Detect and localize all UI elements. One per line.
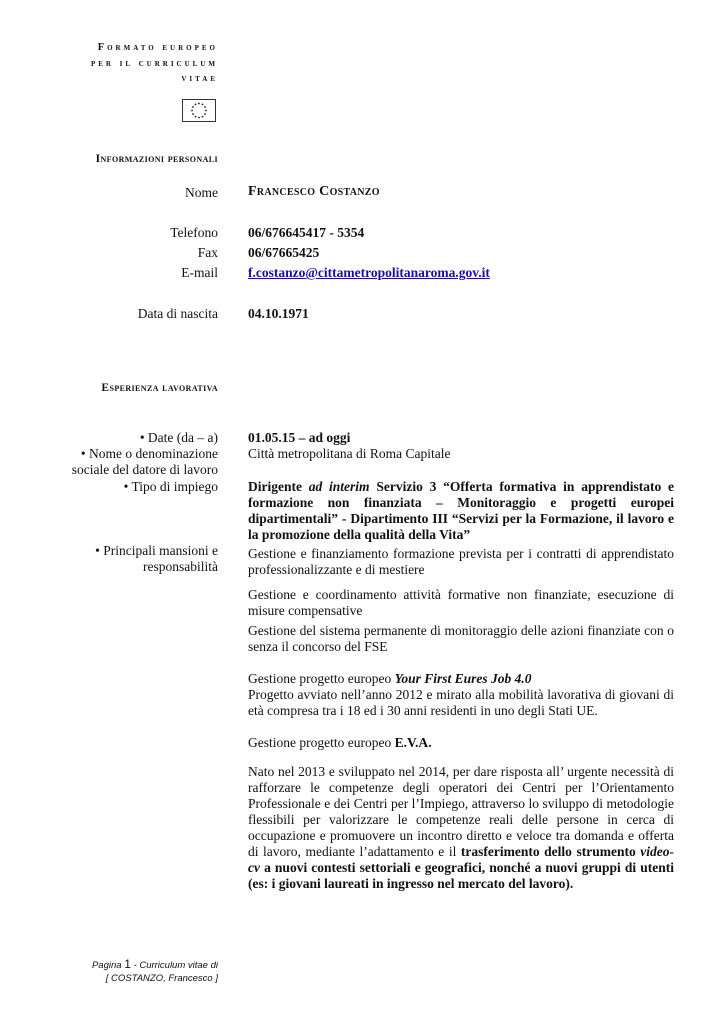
employment-type-label: • Tipo di impiego <box>123 479 218 494</box>
project-eures-prefix: Gestione progetto europeo <box>248 671 395 686</box>
footer-name-line: [ COSTANZO, Francesco ] <box>105 973 218 984</box>
dates-label: • Date (da – a) <box>139 430 218 445</box>
employer-label-line-2: sociale del datore di lavoro <box>71 462 218 477</box>
project-eva-prefix: Gestione progetto europeo <box>248 735 395 750</box>
email-label: E-mail <box>181 265 218 280</box>
work-experience-section-title: Esperienza lavorativa <box>101 382 218 394</box>
cv-format-title-line-3: vitae <box>181 73 218 84</box>
fax-value: 06/67665425 <box>248 245 320 260</box>
duty-unfunded-training: Gestione e coordinamento attività formative non finanziate, esecuzione di misure compensative <box>248 587 674 618</box>
name-label: Nome <box>185 185 218 200</box>
footer-page-prefix: Pagina <box>91 960 125 971</box>
project-eva-description <box>248 764 674 892</box>
footer-page-suffix: - Curriculum vitae di <box>130 960 218 971</box>
project-eva-title <box>248 735 674 751</box>
birth-date-value: 04.10.1971 <box>248 306 309 321</box>
eu-flag-icon <box>182 99 216 122</box>
duties-label-line-1: • Principali mansioni e <box>95 543 218 558</box>
duties-block <box>248 546 674 892</box>
cv-format-title-line-1: Formato europeo <box>97 42 218 53</box>
duty-monitoring: Gestione del sistema permanente di monitoraggio delle azioni finanziate con o senza il concorso del FSE <box>248 623 674 654</box>
duties-label-line-2: responsabilità <box>143 559 218 574</box>
eva-bold-1: trasferimento dello strumento <box>460 844 641 859</box>
eva-bold-italic: video-cv <box>248 844 674 875</box>
employer-value: Città metropolitana di Roma Capitale <box>248 446 451 461</box>
dates-value: 01.05.15 – ad oggi <box>248 430 351 445</box>
fax-label: Fax <box>197 245 218 260</box>
cv-format-title <box>91 40 218 87</box>
employment-type-value <box>248 479 674 543</box>
email-link[interactable]: f.costanzo@cittametropolitanaroma.gov.it <box>248 265 490 280</box>
birth-date-label: Data di nascita <box>137 306 218 321</box>
email-row <box>248 265 674 281</box>
type-text-italic: ad interim <box>308 479 370 494</box>
duty-apprenticeship: Gestione e finanziamento formazione prevista per i contratti di apprendistato professionalizzante e di mestiere <box>248 546 674 577</box>
footer-page-number: 1 <box>124 957 131 971</box>
eva-text-1: Nato nel 2013 e sviluppato nel 2014, per dare risposta all’ urgente necessità di rafforzare le competenze degli operatori dei Centri per l’Orientamento Professionale e dei Centri per l’Impiego, attraverso lo sviluppo di metodologie flessibili per valorizzare le competenze reali delle persone in cerca di occupazione e promuovere un incontro diretto e veloce tra domanda e offerta di lavoro, mediante l’adattamento e il <box>248 764 674 859</box>
phone-label: Telefono <box>170 225 218 240</box>
employer-label-line-1: • Nome o denominazione <box>80 446 218 461</box>
project-eures-name: Your First Eures Job 4.0 <box>394 671 532 686</box>
project-eures-description: Progetto avviato nell’anno 2012 e mirato alla mobilità lavorativa di giovani di età compresa tra i 18 ed i 30 anni residenti in uno degli Stati UE. <box>248 687 674 718</box>
personal-info-section-title: Informazioni personali <box>95 153 218 165</box>
footer-page-line <box>92 958 218 972</box>
name-value: Francesco Costanzo <box>248 184 380 199</box>
page-footer <box>92 958 218 985</box>
type-text-2: Servizio 3 “Offerta formativa in apprendistato e formazione non finanziata – Monitoraggio e progetti europei dipartimentali” - Dipartimento III “Servizi per la Formazione, il lavoro e la promozione della qualità della Vita” <box>248 479 674 542</box>
type-text-1: Dirigente <box>248 479 309 494</box>
project-eures-title <box>248 671 674 687</box>
project-eva-name: E.V.A. <box>394 735 432 750</box>
phone-value: 06/676645417 - 5354 <box>248 225 365 240</box>
cv-format-title-line-2: per il curriculum <box>90 57 218 69</box>
eva-bold-2: a nuovi contesti settoriali e geografici, nonché a nuovi gruppi di utenti (es: i giovani laureati in ingresso nel mercato del lavoro). <box>248 860 674 891</box>
